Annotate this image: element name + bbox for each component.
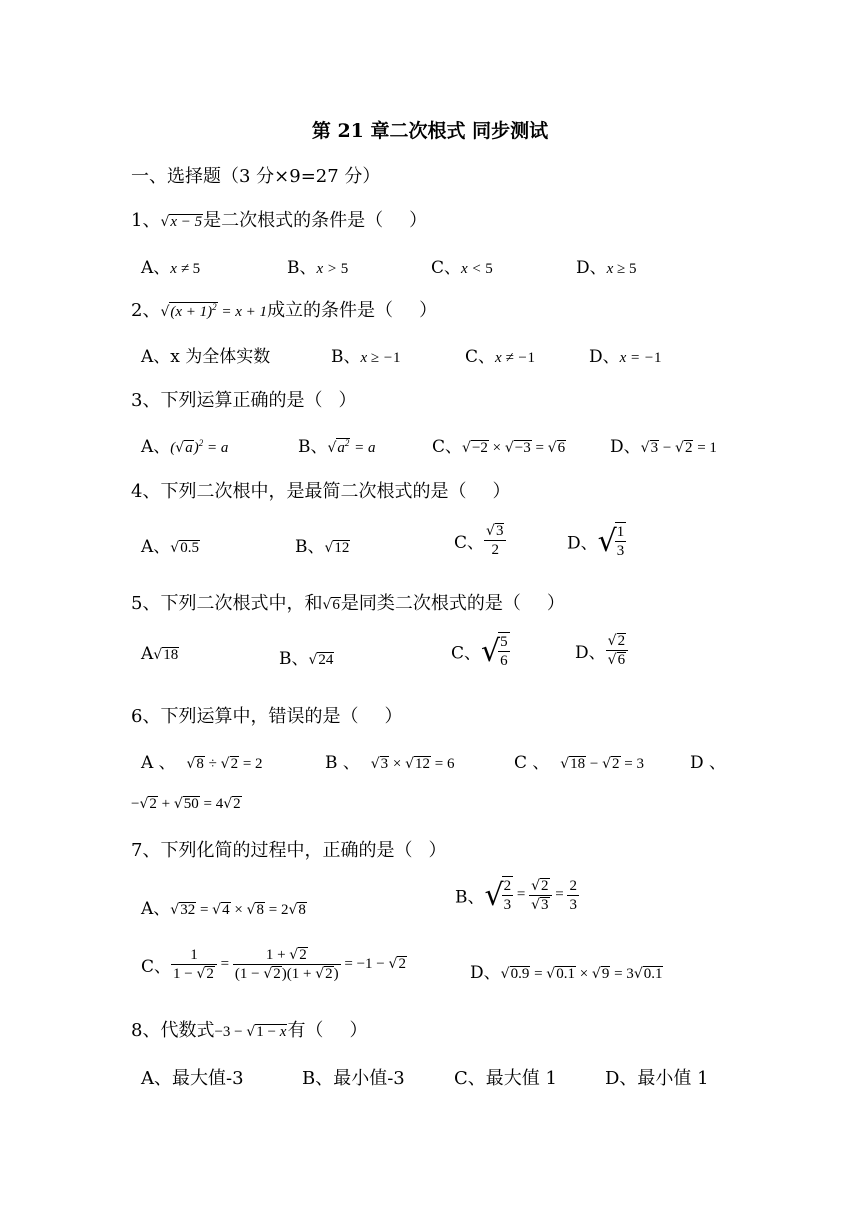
question-7: 7、下列化简的过程中，正确的是（ ） [131, 840, 447, 861]
q8-option-a[interactable]: A、最大值-3 [141, 1068, 244, 1089]
q8-option-d[interactable]: D、最小值 1 [605, 1068, 709, 1089]
q4-option-a[interactable]: A、√0.5 [141, 537, 199, 557]
q4-option-c[interactable]: C、 $\frac{√3}{2}$ [454, 522, 506, 559]
q4-options [141, 522, 641, 570]
question-3: 3、下列运算正确的是（ ） [131, 390, 357, 411]
section-heading: 一、选择题（3 分×9=27 分） [131, 166, 381, 187]
q6-option-d-expression: −√2 + √50 = 4√2 [131, 796, 241, 812]
question-6: 6、下列运算中，错误的是（ ） [131, 706, 403, 727]
q7-options-cd [141, 946, 711, 1000]
page-title: 第 21 章二次根式 同步测试 [311, 120, 549, 142]
q2-option-c[interactable]: C、x ≠ −1 [465, 347, 536, 367]
q8-options [141, 1064, 741, 1104]
q1-option-a[interactable]: A、x ≠ 5 [141, 258, 201, 278]
q1-option-b[interactable]: B、x > 5 [287, 258, 349, 278]
q7-options-ab [141, 876, 701, 930]
question-4: 4、下列二次根中，是最简二次根式的是（ ） [131, 481, 511, 502]
q6-option-c[interactable]: C 、 √18 − √2 = 3 [514, 753, 645, 773]
question-2: 2、$√(x + 1)^2 = x + 1$成立的条件是（ ） [131, 300, 438, 321]
q5-options [141, 632, 661, 682]
q3-option-a[interactable]: A、$(√a)^2 = a$ [141, 437, 229, 457]
q1-option-c[interactable]: C、x < 5 [431, 258, 493, 278]
q8-option-b[interactable]: B、最小值-3 [302, 1068, 405, 1089]
q6-option-a[interactable]: A 、 √8 ÷ √2 = 2 [141, 753, 263, 773]
q2-option-b[interactable]: B、x ≥ −1 [331, 347, 401, 367]
q4-option-b[interactable]: B、√12 [295, 537, 350, 557]
q1-options [141, 253, 701, 293]
q7-option-b[interactable]: B、√ $\frac{2}{3}$ = $\frac{√2}{√3}$ = $\frac{2}{3}$ [455, 877, 577, 913]
q3-option-d[interactable]: D、√3 − √2 = 1 [610, 437, 717, 457]
q4-option-d[interactable]: D、√ $\frac{1}{3}$ [567, 523, 625, 559]
q5-option-a[interactable]: A√18 [141, 644, 179, 664]
question-1: 1、√x − 5是二次根式的条件是（ ） [131, 210, 428, 231]
q6-option-d[interactable]: D 、 [690, 753, 727, 773]
q7-option-c[interactable]: C、 $\frac{1}{1 - √2}$ = $\frac{1 + √2}{(1 - √2)(1 + √2)}$ = −1 − √2 [141, 947, 406, 982]
q5-option-c[interactable]: C、√ $\frac{5}{6}$ [451, 633, 508, 669]
q6-option-b[interactable]: B 、 √3 × √12 = 6 [325, 753, 455, 773]
q3-option-b[interactable]: B、$√a^2 = a$ [298, 437, 376, 457]
q3-options [141, 432, 731, 472]
q1-option-d[interactable]: D、x ≥ 5 [576, 258, 637, 278]
q5-option-b[interactable]: B、√24 [279, 649, 334, 669]
q2-option-d[interactable]: D、x = −1 [589, 347, 662, 367]
q6-options [141, 748, 731, 788]
q7-option-a[interactable]: A、√32 = √4 × √8 = 2√8 [141, 899, 306, 919]
q3-option-c[interactable]: C、√−2 × √−3 = √6 [432, 437, 566, 457]
q5-option-d[interactable]: D、 $\frac{√2}{√6}$ [575, 632, 628, 669]
question-8: 8、代数式−3 − √1 − x有（ ） [131, 1020, 368, 1041]
q2-option-a[interactable]: A、x 为全体实数 [141, 347, 271, 367]
q2-options [141, 342, 701, 382]
q8-option-c[interactable]: C、最大值 1 [454, 1068, 557, 1089]
question-5: 5、下列二次根式中，和√6是同类二次根式的是（ ） [131, 593, 565, 614]
q7-option-d[interactable]: D、√0.9 = √0.1 × √9 = 3√0.1 [470, 963, 663, 983]
